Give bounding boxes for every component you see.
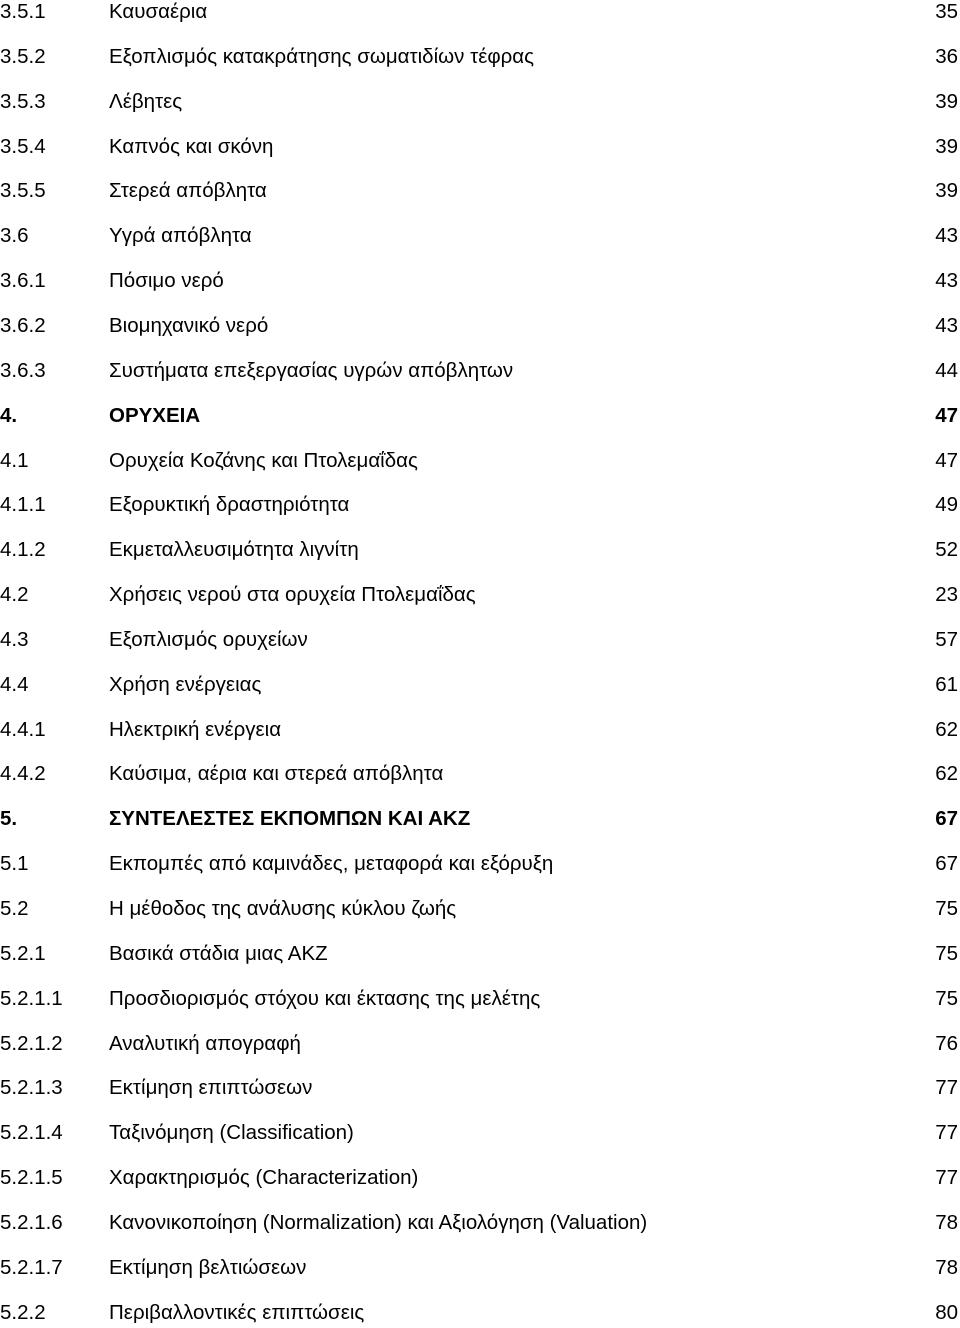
toc-page-number: 62 bbox=[935, 717, 958, 741]
toc-section-title: Εκτίμηση επιπτώσεων bbox=[109, 1076, 313, 1100]
toc-page-number: 35 bbox=[935, 0, 958, 23]
toc-section-number: 5.2.1.3 bbox=[0, 1076, 63, 1100]
toc-page-number: 67 bbox=[935, 852, 958, 876]
toc-section-title: Καπνός και σκόνη bbox=[109, 134, 274, 158]
toc-entry[interactable] bbox=[0, 759, 960, 789]
toc-section-number: 5.2.1 bbox=[0, 941, 46, 965]
toc-section-number: 5.2.1.7 bbox=[0, 1255, 63, 1279]
toc-page-number: 67 bbox=[935, 807, 958, 831]
toc-section-number: 4. bbox=[0, 403, 18, 427]
toc-section-number: 4.4.1 bbox=[0, 717, 46, 741]
toc-entry[interactable] bbox=[0, 849, 960, 879]
toc-section-title: Προσδιορισμός στόχου και έκτασης της μελέτης bbox=[109, 986, 541, 1010]
toc-entry[interactable] bbox=[0, 1208, 960, 1238]
toc-page-number: 78 bbox=[935, 1210, 958, 1234]
toc-entry[interactable] bbox=[0, 984, 960, 1014]
toc-section-number: 3.5.1 bbox=[0, 0, 46, 23]
toc-entry[interactable] bbox=[0, 715, 960, 745]
toc-section-number: 5.1 bbox=[0, 852, 29, 876]
toc-section-number: 3.5.2 bbox=[0, 44, 46, 68]
toc-section-title: Εκτίμηση βελτιώσεων bbox=[109, 1255, 307, 1279]
toc-section-number: 5.2.2 bbox=[0, 1300, 46, 1324]
toc-page-number: 39 bbox=[935, 134, 958, 158]
toc-section-number: 4.1.1 bbox=[0, 493, 46, 517]
toc-section-title: Χρήση ενέργειας bbox=[109, 672, 262, 696]
toc-section-number: 3.6.1 bbox=[0, 269, 46, 293]
toc-chapter-entry[interactable] bbox=[0, 401, 960, 431]
toc-page-number: 43 bbox=[935, 224, 958, 248]
toc-section-title: Πόσιμο νερό bbox=[109, 269, 224, 293]
toc-entry[interactable] bbox=[0, 356, 960, 386]
toc-section-title: Βασικά στάδια μιας ΑΚΖ bbox=[109, 941, 328, 965]
toc-section-number: 4.3 bbox=[0, 627, 29, 651]
toc-section-number: 3.5.3 bbox=[0, 89, 46, 113]
toc-section-title: Η μέθοδος της ανάλυσης κύκλου ζωής bbox=[109, 897, 457, 920]
toc-section-number: 5.2.1.6 bbox=[0, 1210, 63, 1234]
toc-page-number: 80 bbox=[935, 1300, 958, 1324]
toc-section-number: 5.2.1.4 bbox=[0, 1121, 63, 1145]
toc-section-number: 5.2.1.5 bbox=[0, 1166, 63, 1190]
toc-section-title: Λέβητες bbox=[109, 89, 183, 113]
toc-entry[interactable] bbox=[0, 670, 960, 700]
toc-section-number: 5. bbox=[0, 807, 18, 831]
toc-section-number: 3.5.4 bbox=[0, 134, 46, 158]
toc-section-title: Ορυχεία Κοζάνης και Πτολεμαΐδας bbox=[109, 448, 418, 472]
toc-entry[interactable] bbox=[0, 311, 960, 341]
toc-entry[interactable] bbox=[0, 266, 960, 296]
toc-section-number: 4.2 bbox=[0, 583, 29, 607]
toc-page-number: 77 bbox=[935, 1121, 958, 1145]
toc-entry[interactable] bbox=[0, 176, 960, 206]
toc-entry[interactable] bbox=[0, 894, 960, 924]
toc-page-number: 47 bbox=[935, 448, 958, 472]
toc-section-number: 5.2 bbox=[0, 897, 29, 920]
toc-page-number: 77 bbox=[935, 1076, 958, 1100]
toc-page-number: 47 bbox=[935, 403, 958, 427]
toc-entry[interactable] bbox=[0, 625, 960, 655]
toc-entry[interactable] bbox=[0, 221, 960, 251]
toc-section-title: Βιομηχανικό νερό bbox=[109, 313, 269, 337]
toc-entry[interactable] bbox=[0, 1253, 960, 1283]
toc-section-title: Εξοπλισμός ορυχείων bbox=[109, 627, 308, 651]
toc-section-number: 5.2.1.1 bbox=[0, 986, 63, 1010]
toc-page-number: 52 bbox=[935, 538, 958, 562]
toc-entry[interactable] bbox=[0, 1298, 960, 1328]
toc-page-number: 62 bbox=[935, 762, 958, 786]
toc-page-number: 78 bbox=[935, 1255, 958, 1279]
toc-section-number: 3.5.5 bbox=[0, 179, 46, 203]
toc-section-title: Υγρά απόβλητα bbox=[109, 224, 252, 248]
toc-page-number: 77 bbox=[935, 1166, 958, 1190]
toc-section-number: 5.2.1.2 bbox=[0, 1031, 63, 1055]
toc-section-number: 3.6.3 bbox=[0, 358, 46, 382]
toc-section-title: ΟΡΥΧΕΙΑ bbox=[109, 403, 201, 427]
toc-entry[interactable] bbox=[0, 0, 960, 27]
toc-section-title: Εκμεταλλευσιμότητα λιγνίτη bbox=[109, 538, 359, 562]
toc-section-title: ΣΥΝΤΕΛΕΣΤΕΣ ΕΚΠΟΜΠΩΝ ΚΑΙ ΑΚΖ bbox=[109, 807, 471, 831]
toc-entry[interactable] bbox=[0, 132, 960, 162]
toc-page-number: 75 bbox=[935, 986, 958, 1010]
toc-entry[interactable] bbox=[0, 87, 960, 117]
toc-page-number: 43 bbox=[935, 269, 958, 293]
toc-section-title: Στερεά απόβλητα bbox=[109, 179, 267, 203]
toc-section-title: Ταξινόμηση (Classification) bbox=[109, 1121, 354, 1145]
toc-section-title: Καύσιμα, αέρια και στερεά απόβλητα bbox=[109, 762, 444, 786]
toc-section-title: Εξορυκτική δραστηριότητα bbox=[109, 493, 350, 517]
toc-page-number: 49 bbox=[935, 493, 958, 517]
toc-section-title: Εκπομπές από καμινάδες, μεταφορά και εξόρυξη bbox=[109, 852, 554, 876]
toc-page-number: 36 bbox=[935, 44, 958, 68]
toc-section-number: 4.1 bbox=[0, 448, 29, 472]
toc-entry[interactable] bbox=[0, 1029, 960, 1059]
toc-page-number: 61 bbox=[935, 672, 958, 696]
toc-section-number: 4.1.2 bbox=[0, 538, 46, 562]
toc-page-number: 23 bbox=[935, 583, 958, 607]
toc-entry[interactable] bbox=[0, 939, 960, 969]
toc-section-title: Ηλεκτρική ενέργεια bbox=[109, 717, 282, 741]
toc-entry[interactable] bbox=[0, 490, 960, 520]
toc-page-number: 76 bbox=[935, 1031, 958, 1055]
toc-page-number: 39 bbox=[935, 89, 958, 113]
toc-section-title: Εξοπλισμός κατακράτησης σωματιδίων τέφρας bbox=[109, 44, 535, 68]
toc-section-title: Περιβαλλοντικές επιπτώσεις bbox=[109, 1300, 365, 1324]
toc-section-title: Αναλυτική απογραφή bbox=[109, 1031, 301, 1055]
toc-section-title: Καυσαέρια bbox=[109, 0, 208, 23]
toc-section-number: 4.4 bbox=[0, 672, 29, 696]
toc-entry[interactable] bbox=[0, 446, 960, 476]
toc-page-number: 57 bbox=[935, 627, 958, 651]
toc-page-number: 75 bbox=[935, 897, 958, 920]
toc-entry[interactable] bbox=[0, 1118, 960, 1148]
toc-entry[interactable] bbox=[0, 1163, 960, 1193]
toc-entry[interactable] bbox=[0, 535, 960, 565]
toc-section-title: Χαρακτηρισμός (Characterization) bbox=[109, 1166, 419, 1190]
toc-page-number: 44 bbox=[935, 358, 958, 382]
toc-section-title: Χρήσεις νερού στα ορυχεία Πτολεμαΐδας bbox=[109, 583, 476, 607]
toc-section-title: Συστήματα επεξεργασίας υγρών απόβλητων bbox=[109, 358, 514, 382]
toc-page-number: 75 bbox=[935, 941, 958, 965]
toc-section-number: 3.6 bbox=[0, 224, 29, 248]
toc-entry[interactable] bbox=[0, 580, 960, 610]
toc-entry[interactable] bbox=[0, 42, 960, 72]
toc-chapter-entry[interactable] bbox=[0, 804, 960, 834]
toc-section-number: 4.4.2 bbox=[0, 762, 46, 786]
toc-entry[interactable] bbox=[0, 1073, 960, 1103]
toc-page-number: 43 bbox=[935, 313, 958, 337]
toc-section-number: 3.6.2 bbox=[0, 313, 46, 337]
toc-page-number: 39 bbox=[935, 179, 958, 203]
toc-section-title: Κανονικοποίηση (Normalization) και Αξιολόγηση (Valuation) bbox=[109, 1210, 648, 1234]
